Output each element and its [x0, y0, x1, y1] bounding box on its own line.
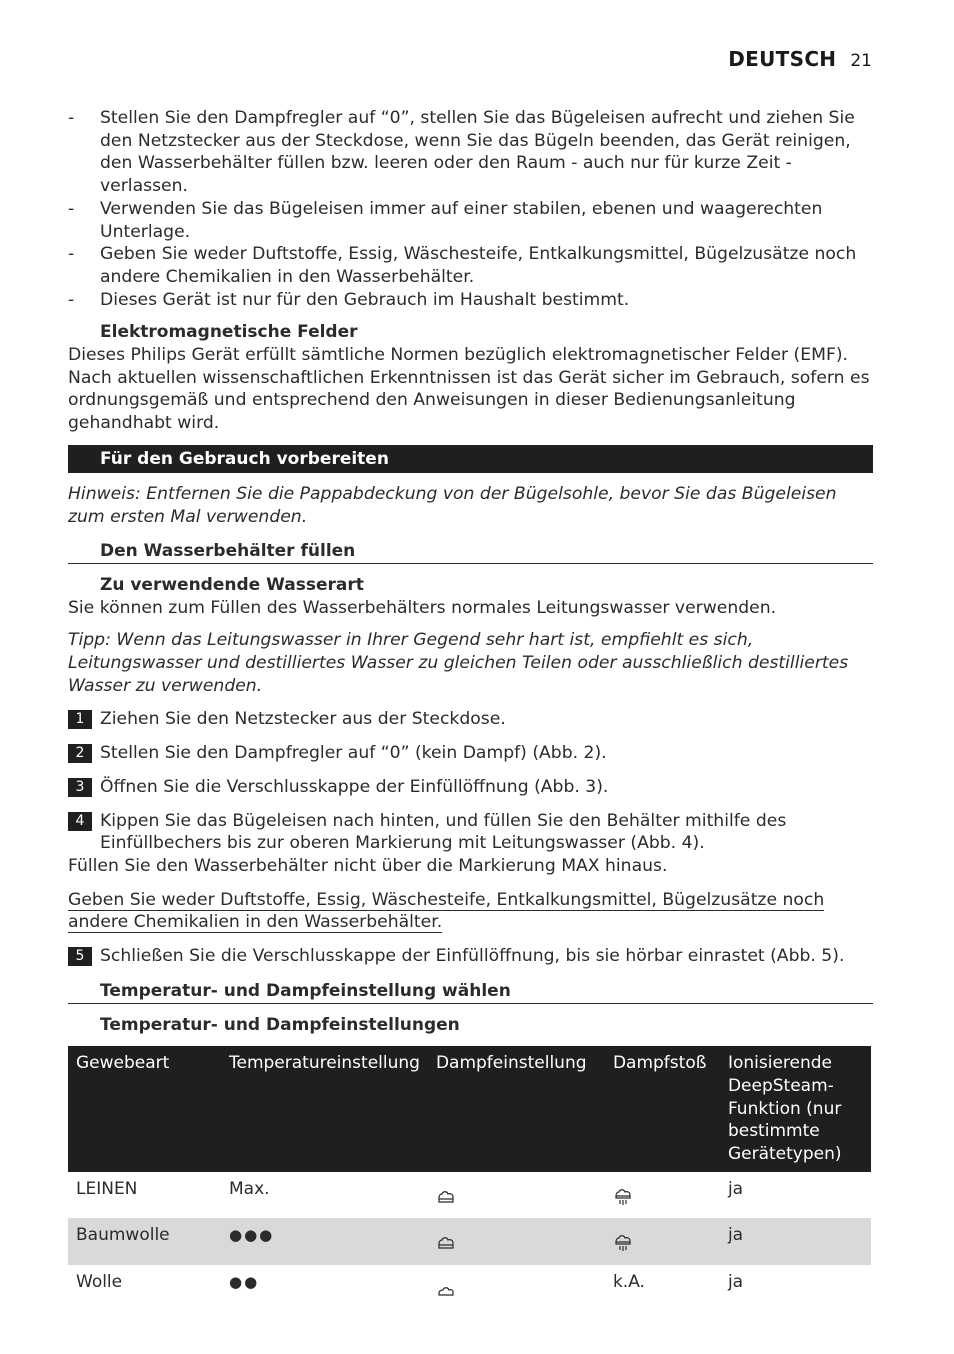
steam-boost-icon: [613, 1234, 633, 1252]
temperature-cell: ●●: [229, 1273, 260, 1292]
table-row: [68, 1265, 871, 1310]
step-5: [68, 945, 873, 968]
step-text: Ziehen Sie den Netzstecker aus der Steckdose.: [100, 709, 506, 730]
fabric-cell: Wolle: [76, 1272, 123, 1293]
boost-cell: [605, 1218, 720, 1265]
step-1: [68, 708, 873, 731]
step-4: [68, 810, 873, 855]
settings-table: [68, 1046, 871, 1310]
list-item: - Dieses Gerät ist nur für den Gebrauch im Haushalt bestimmt.: [68, 289, 873, 312]
temperature-subheading: Temperatur- und Dampfeinstellungen: [100, 1014, 460, 1035]
column-header-boost: Dampfstoß: [605, 1046, 720, 1172]
temperature-cell: ●●●: [221, 1218, 428, 1265]
step-number: 1: [68, 710, 92, 729]
safety-list: [68, 107, 873, 311]
page-number: 21: [850, 51, 872, 71]
fabric-cell: LEINEN: [76, 1178, 138, 1199]
temperature-cell: Max.: [229, 1178, 270, 1199]
warning-text: Geben Sie weder Duftstoffe, Essig, Wäschesteife, Entkalkungsmittel, Bügelzusätze noch andere Chemikalien in den Wasserbehälter.: [68, 889, 825, 933]
column-header-fabric: Gewebeart: [68, 1046, 221, 1172]
column-header-temperature: Temperatureinstellung: [221, 1046, 428, 1172]
max-note: Füllen Sie den Wasserbehälter nicht über die Markierung MAX hinaus.: [68, 855, 668, 876]
steam-cloud-max-icon: [436, 1234, 456, 1250]
step-text: Öffnen Sie die Verschlusskappe der Einfüllöffnung (Abb. 3).: [100, 776, 609, 797]
boost-cell: [605, 1172, 720, 1219]
fabric-cell: Baumwolle: [68, 1218, 221, 1265]
steam-cloud-min-icon: [436, 1281, 456, 1297]
column-header-steam: Dampfeinstellung: [428, 1046, 605, 1172]
chemicals-warning: [68, 889, 873, 934]
table-row: [68, 1172, 871, 1219]
steam-cell: [428, 1172, 605, 1219]
steam-boost-icon: [613, 1188, 633, 1206]
step-text: Schließen Sie die Verschlusskappe der Einfüllöffnung, bis sie hörbar einrastet (Abb. 5).: [100, 946, 845, 967]
table-header-row: [68, 1046, 871, 1172]
step-text: Kippen Sie das Bügeleisen nach hinten, und füllen Sie den Behälter mithilfe des Einfüllbechers bis zur oberen Markierung mit Leitungswasser (Abb. 4).: [100, 810, 787, 854]
section-heading-prepare: Für den Gebrauch vorbereiten: [68, 445, 873, 473]
emf-heading: Elektromagnetische Felder: [100, 322, 358, 343]
ionic-cell: ja: [727, 1272, 744, 1293]
ionic-cell: ja: [727, 1178, 744, 1199]
fill-heading: Den Wasserbehälter füllen: [68, 540, 873, 564]
column-header-ionic: Ionisierende DeepSteam-Funktion (nur bestimmte Gerätetypen): [720, 1046, 871, 1172]
page-header: [728, 47, 872, 71]
list-item: - Stellen Sie den Dampfregler auf “0”, stellen Sie das Bügeleisen aufrecht und ziehen Sie den Netzstecker aus der Steckdose, wenn Sie das Bügeln beenden, das Gerät reinigen, den Wasserbehälter füllen bzw. leeren oder den Raum - auch nur für kurze Zeit - verlassen.: [68, 107, 873, 198]
step-number: 3: [68, 778, 92, 797]
page-content: [68, 107, 873, 1310]
temperature-heading: Temperatur- und Dampfeinstellung wählen: [68, 980, 873, 1004]
water-type-text: Sie können zum Füllen des Wasserbehälters normales Leitungswasser verwenden.: [68, 597, 777, 618]
language-label: DEUTSCH: [728, 47, 837, 71]
emf-text: Dieses Philips Gerät erfüllt sämtliche Normen bezüglich elektromagnetischer Felder (EMF). Nach aktuellen wissenschaftlichen Erkenntnissen ist das Gerät sicher im Gebrauch, sofern es ordnungsgemäß und entsprechend den Anweisungen in dieser Bedienungsanleitung gehandhabt wird.: [68, 345, 870, 434]
prepare-note: Hinweis: Entfernen Sie die Pappabdeckung von der Bügelsohle, bevor Sie das Bügeleisen zum ersten Mal verwenden.: [68, 483, 837, 527]
list-item: - Verwenden Sie das Bügeleisen immer auf einer stabilen, ebenen und waagerechten Unterlage.: [68, 198, 873, 243]
list-item: - Geben Sie weder Duftstoffe, Essig, Wäschesteife, Entkalkungsmittel, Bügelzusätze noch andere Chemikalien in den Wasserbehälter.: [68, 243, 873, 288]
step-number: 5: [68, 947, 92, 966]
water-tip: Tipp: Wenn das Leitungswasser in Ihrer Gegend sehr hart ist, empfiehlt es sich, Leitungswasser und destilliertes Wasser zu gleichen Teilen oder ausschließlich destilliertes Wasser zu verwenden.: [68, 630, 849, 696]
step-number: 4: [68, 812, 92, 831]
step-3: [68, 776, 873, 799]
table-row: [68, 1218, 871, 1265]
steam-cloud-max-icon: [436, 1188, 456, 1204]
boost-cell: k.A.: [612, 1272, 645, 1293]
steam-cell: [428, 1218, 605, 1265]
step-text: Stellen Sie den Dampfregler auf “0” (kein Dampf) (Abb. 2).: [100, 743, 607, 764]
steam-cell: [428, 1265, 605, 1310]
step-number: 2: [68, 744, 92, 763]
step-2: [68, 742, 873, 765]
ionic-cell: ja: [720, 1218, 871, 1265]
water-type-heading: Zu verwendende Wasserart: [100, 574, 364, 595]
